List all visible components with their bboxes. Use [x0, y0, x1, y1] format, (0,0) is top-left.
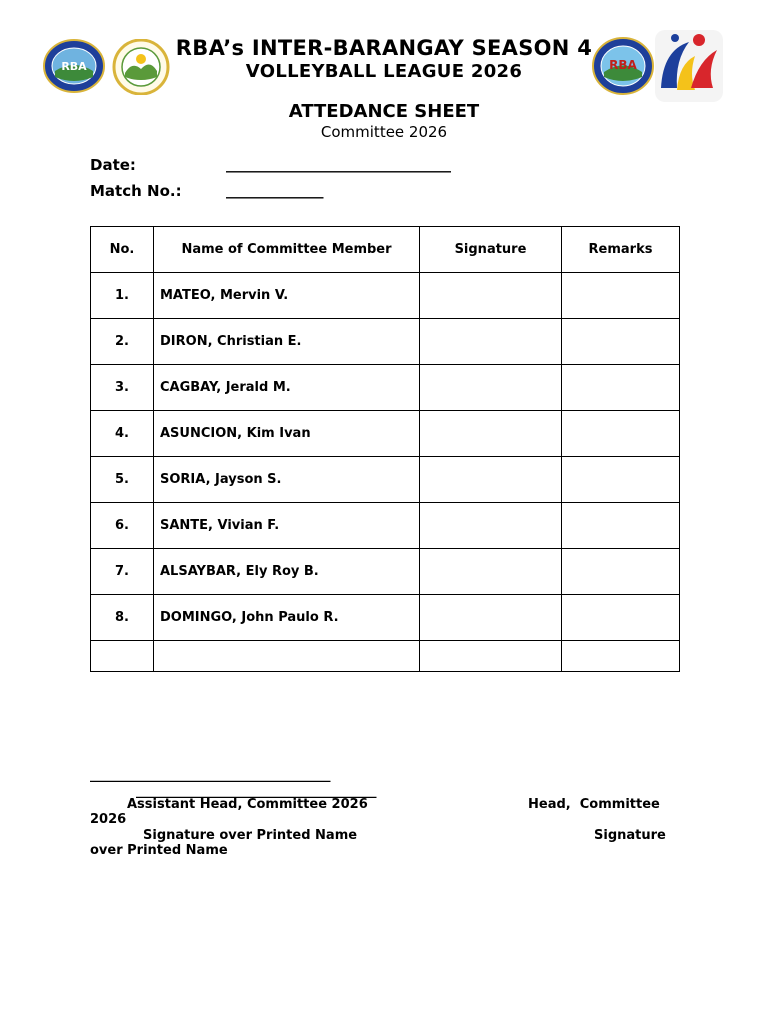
- over-printed-name-wrap: over Printed Name: [90, 843, 228, 858]
- member-name: SANTE, Vivian F.: [154, 503, 420, 549]
- svg-text:RBA: RBA: [61, 60, 87, 73]
- sheet-title: ATTEDANCE SHEET: [288, 101, 480, 122]
- remarks-cell[interactable]: [562, 273, 680, 319]
- signature-cell[interactable]: [420, 595, 562, 641]
- signature-cell[interactable]: [420, 411, 562, 457]
- row-number: 2.: [91, 319, 154, 365]
- signature-cell[interactable]: [420, 365, 562, 411]
- member-name: SORIA, Jayson S.: [154, 457, 420, 503]
- table-row: [91, 549, 680, 595]
- match-line[interactable]: _____________: [226, 181, 324, 199]
- col-header-name: Name of Committee Member: [154, 227, 420, 273]
- col-header-remarks: Remarks: [562, 227, 680, 273]
- row-number: 3.: [91, 365, 154, 411]
- blank-name-cell[interactable]: [154, 641, 420, 672]
- date-label: Date:: [90, 156, 136, 174]
- member-name: DOMINGO, John Paulo R.: [154, 595, 420, 641]
- table-row: [91, 319, 680, 365]
- row-number: 7.: [91, 549, 154, 595]
- remarks-cell[interactable]: [562, 503, 680, 549]
- col-header-no: No.: [91, 227, 154, 273]
- assistant-head-label: Assistant Head, Committee 2026: [127, 797, 368, 812]
- attendance-table: [90, 226, 680, 672]
- row-number: 6.: [91, 503, 154, 549]
- remarks-cell[interactable]: [562, 365, 680, 411]
- league-subtitle: VOLLEYBALL LEAGUE 2026: [245, 61, 523, 82]
- signature-cell[interactable]: [420, 273, 562, 319]
- member-name: ASUNCION, Kim Ivan: [154, 411, 420, 457]
- date-line[interactable]: ______________________________: [226, 155, 451, 173]
- signature-over-name-left: Signature over Printed Name: [143, 828, 358, 843]
- table-row: [91, 411, 680, 457]
- table-row: [91, 503, 680, 549]
- signature-cell[interactable]: [420, 319, 562, 365]
- league-title: RBA’s INTER-BARANGAY SEASON 4: [175, 36, 593, 60]
- remarks-cell[interactable]: [562, 457, 680, 503]
- member-name: DIRON, Christian E.: [154, 319, 420, 365]
- row-number: 8.: [91, 595, 154, 641]
- assistant-signature-line[interactable]: _____________________________________: [90, 768, 331, 783]
- signature-cell[interactable]: [420, 549, 562, 595]
- signature-cell[interactable]: [420, 457, 562, 503]
- row-number: 5.: [91, 457, 154, 503]
- remarks-cell[interactable]: [562, 641, 680, 672]
- table-row: [91, 595, 680, 641]
- table-header-row: [91, 227, 680, 273]
- committee-label: Committee 2026: [320, 123, 448, 141]
- signature-cell[interactable]: [420, 503, 562, 549]
- remarks-cell[interactable]: [562, 549, 680, 595]
- match-label: Match No.:: [90, 182, 182, 200]
- svg-text:RBA: RBA: [609, 58, 637, 72]
- signature-cell[interactable]: [420, 641, 562, 672]
- committee-year-wrap: 2026: [90, 812, 127, 827]
- remarks-cell[interactable]: [562, 319, 680, 365]
- blank-number-cell[interactable]: [91, 641, 154, 672]
- col-header-signature: Signature: [420, 227, 562, 273]
- remarks-cell[interactable]: [562, 595, 680, 641]
- head-label: Head, Committee: [528, 797, 660, 812]
- row-number: 4.: [91, 411, 154, 457]
- member-name: ALSAYBAR, Ely Roy B.: [154, 549, 420, 595]
- table-row: [91, 457, 680, 503]
- head-signature-line[interactable]: _____________________________________: [136, 784, 377, 799]
- member-name: CAGBAY, Jerald M.: [154, 365, 420, 411]
- table-row-blank: [91, 641, 680, 672]
- member-name: MATEO, Mervin V.: [154, 273, 420, 319]
- table-row: [91, 365, 680, 411]
- table-row: [91, 273, 680, 319]
- signature-right: Signature: [594, 828, 666, 843]
- remarks-cell[interactable]: [562, 411, 680, 457]
- row-number: 1.: [91, 273, 154, 319]
